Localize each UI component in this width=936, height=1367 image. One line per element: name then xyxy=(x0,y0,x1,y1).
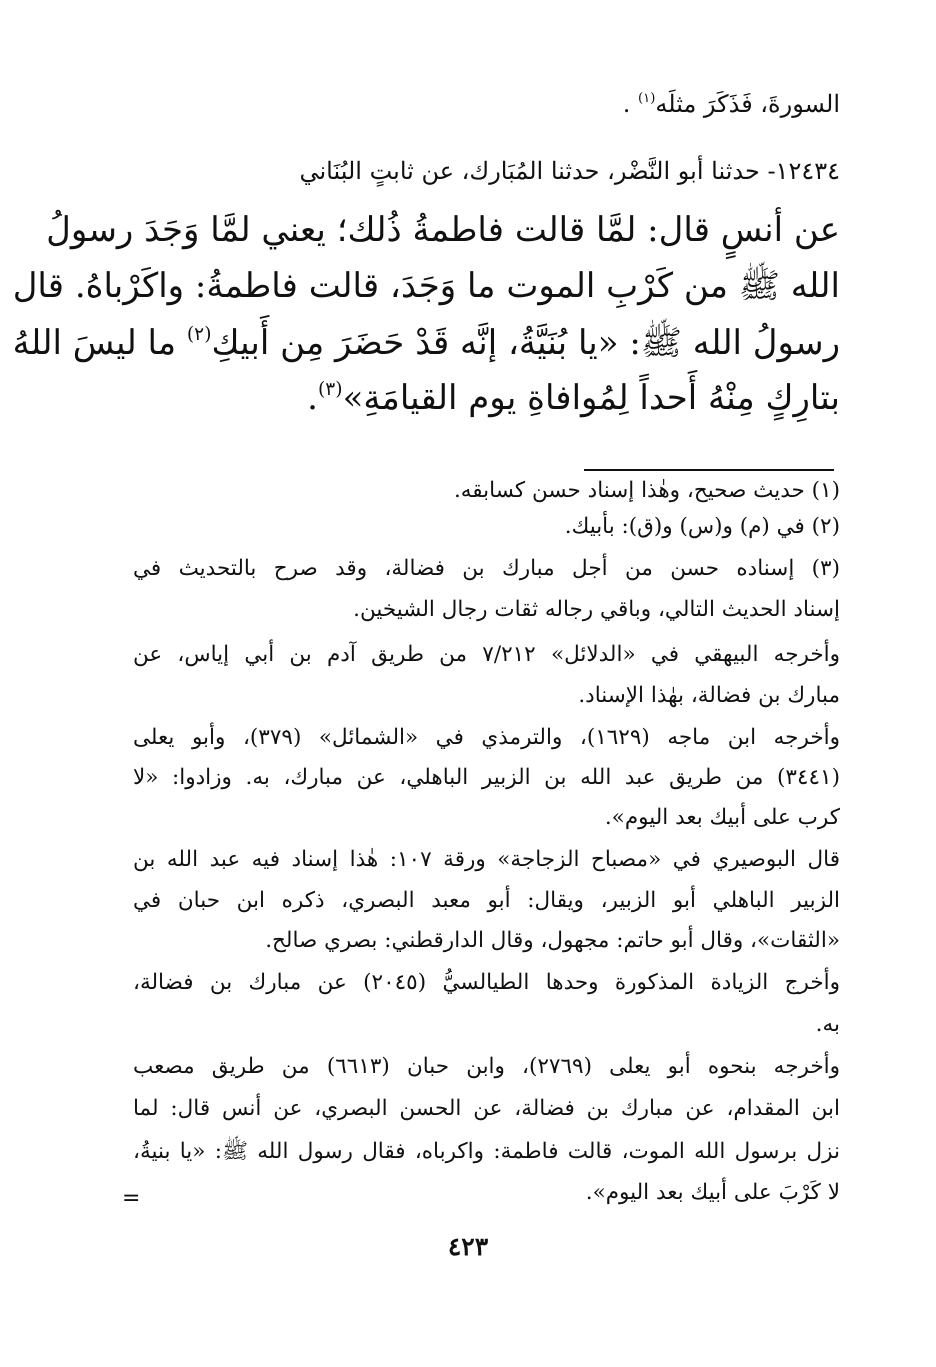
hadith-line-1: عن أنسٍ قال: لمَّا قالت فاطمةُ ذُلك؛ يعني لمَّا وَجَدَ رسولُ xyxy=(46,210,840,250)
hadith-line-3-text: رسولُ الله ﷺ: «يا بُنَيَّةُ، إنَّه قَدْ حَضَرَ مِن أَبيكِ xyxy=(211,323,840,363)
footnote-3-line: وأخرجه البيهقي في «الدلائل» ٧/٢١٢ من طريق آدم بن أبي إياس، عن xyxy=(133,642,840,667)
hadith-line-3 xyxy=(12,322,840,371)
footnote-3-line: (٣٤٤١) من طريق عبد الله بن الزبير الباهلي، عن مبارك، به. وزادوا: «لا xyxy=(133,765,840,790)
hadith-isnad-line: ١٢٤٣٤- حدثنا أبو النَّضْر، حدثنا المُبَارك، عن ثابتٍ البُنَاني xyxy=(299,157,840,185)
footnote-3-line: مبارك بن فضالة، بهٰذا الإسناد. xyxy=(578,683,840,708)
footnote-ref-3: (٣) xyxy=(317,378,343,400)
footnote-3-line: كرب على أبيك بعد اليوم». xyxy=(604,805,840,830)
footnote-3-line: الزبير الباهلي أبو الزبير، ويقال: أبو معبد البصري، ذكره ابن حبان في xyxy=(133,888,840,913)
header-text: السورةَ، فَذَكَرَ مثلَه xyxy=(655,90,840,118)
footnote-ref-1: (١) xyxy=(637,91,656,107)
footnote-3-line: به. xyxy=(815,1012,840,1037)
footnote-3-line: قال البوصيري في «مصباح الزجاجة» ورقة ١٠٧: هٰذا إسناد فيه عبد الله بن xyxy=(133,847,840,872)
footnote-3-line: ابن المقدام، عن مبارك بن فضالة، عن الحسن البصري، عن أنس قال: لما xyxy=(133,1096,840,1121)
hadith-line-4-end: . xyxy=(307,378,318,418)
footnote-ref-2: (٢) xyxy=(186,323,212,345)
footnote-3-line: (٣) إسناده حسن من أجل مبارك بن فضالة، وقد صرح بالتحديث في xyxy=(133,556,840,581)
footnote-3-line: وأخرجه ابن ماجه (١٦٢٩)، والترمذي في «الشمائل» (٣٧٩)، وأبو يعلى xyxy=(133,725,840,750)
footnote-3-line: لا كَرْبَ على أبيك بعد اليوم». xyxy=(585,1180,840,1205)
footnote-separator xyxy=(584,469,834,471)
footnote-3-line: وأخرجه بنحوه أبو يعلى (٢٧٦٩)، وابن حبان (٦٦١٣) من طريق مصعب xyxy=(133,1054,841,1079)
footnote-2: (٢) في (م) و(س) و(ق): بأبيك. xyxy=(564,514,840,539)
footnote-3-line: إسناد الحديث التالي، وباقي رجاله ثقات رجال الشيخين. xyxy=(353,597,840,622)
footnote-1: (١) حديث صحيح، وهٰذا إسناد حسن كسابقه. xyxy=(453,478,840,503)
continuation-mark: = xyxy=(122,1186,141,1211)
footnote-3-line: وأخرج الزيادة المذكورة وحدها الطيالسيُّ (٢٠٤٥) عن مبارك بن فضالة، xyxy=(133,970,840,995)
footnote-3-line: «الثقات»، وقال أبو حاتم: مجهول، وقال الدارقطني: بصري صالح. xyxy=(265,928,840,953)
hadith-line-3-end: ما ليسَ اللهُ xyxy=(12,323,187,363)
footnote-3-line: نزل برسول الله الموت، قالت فاطمة: واكرباه، فقال رسول الله ﷺ: «يا بنيةُ، xyxy=(133,1139,840,1164)
header-line-end: . xyxy=(622,90,638,118)
header-line-1 xyxy=(623,90,840,118)
hadith-line-4-text: بتارِكٍ مِنْهُ أَحداً لِمُوافاةِ يوم القيامَةِ» xyxy=(342,378,840,418)
page-number: ٤٢٣ xyxy=(447,1232,489,1261)
hadith-line-2: الله ﷺ من كَرْبِ الموت ما وَجَدَ، قالت فاطمةُ: واكَرْباهُ. قال xyxy=(12,266,840,306)
hadith-line-4 xyxy=(307,378,840,418)
